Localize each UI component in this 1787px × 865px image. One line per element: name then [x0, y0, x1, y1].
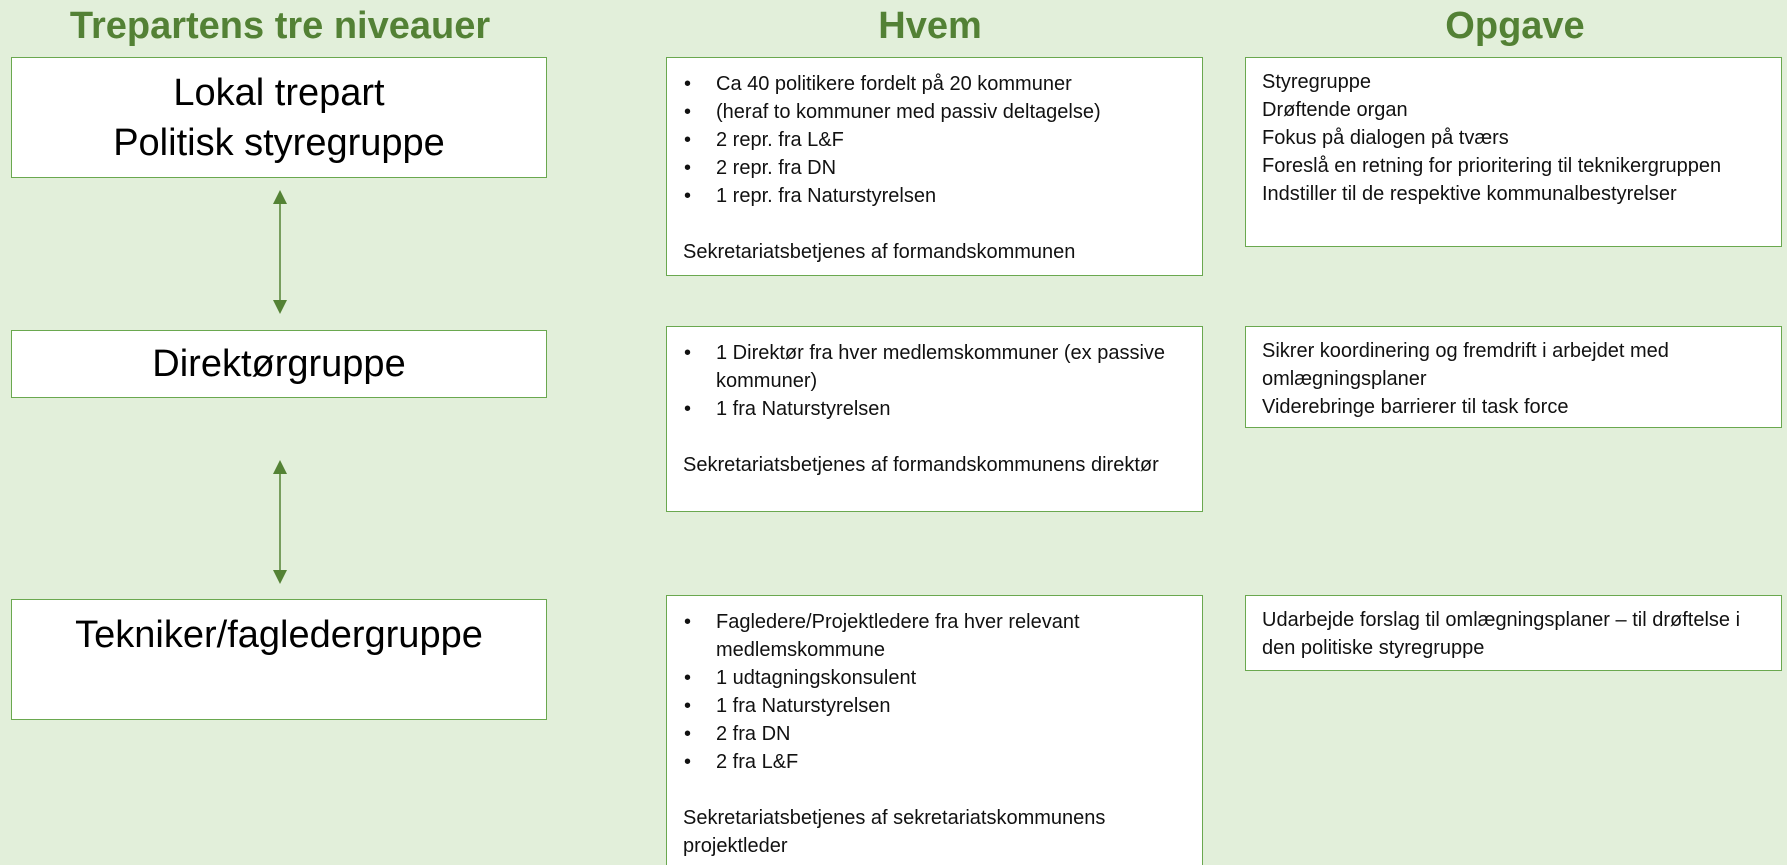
- list-item: • 2 fra DN: [683, 720, 1188, 748]
- secretariat-note: Sekretariatsbetjenes af formandskommunen: [683, 241, 1076, 263]
- level-tekniker-fagledergruppe: [11, 599, 547, 720]
- level-direktoergruppe: [11, 330, 547, 398]
- task-line: Viderebringe barrierer til task force: [1262, 396, 1569, 418]
- task-line: Fokus på dialogen på tværs: [1262, 127, 1509, 149]
- task-line: Sikrer koordinering og fremdrift i arbejdet med omlægningsplaner: [1262, 340, 1669, 390]
- level-title: Lokal trepart: [173, 72, 385, 114]
- double-arrow-icon: [264, 458, 296, 586]
- list-item: • 1 fra Naturstyrelsen: [683, 395, 1188, 423]
- level-subtitle: Politisk styregruppe: [113, 122, 445, 164]
- level-local-trepart: [11, 57, 547, 178]
- secretariat-note: Sekretariatsbetjenes af formandskommunens direktør: [683, 454, 1159, 476]
- task-box-local-trepart: [1245, 57, 1782, 247]
- task-line: Indstiller til de respektive kommunalbestyrelser: [1262, 183, 1677, 205]
- task-box-tekniker-fagledergruppe: [1245, 595, 1782, 671]
- list-item: • 2 fra L&F: [683, 748, 1188, 776]
- list-item: • Fagledere/Projektledere fra hver relevant medlemskommune: [683, 608, 1188, 664]
- double-arrow-icon: [264, 188, 296, 316]
- who-list: [683, 339, 1188, 423]
- list-item: • 2 repr. fra L&F: [683, 126, 1188, 154]
- task-line: Foreslå en retning for prioritering til teknikergruppen: [1262, 155, 1722, 177]
- header-task: Opgave: [1445, 5, 1585, 47]
- level-title: Tekniker/fagledergruppe: [75, 614, 483, 656]
- list-item: • 1 repr. fra Naturstyrelsen: [683, 182, 1188, 210]
- who-box-direktoergruppe: [666, 326, 1203, 512]
- list-item: • 2 repr. fra DN: [683, 154, 1188, 182]
- list-item: • Ca 40 politikere fordelt på 20 kommuner: [683, 70, 1188, 98]
- secretariat-note: Sekretariatsbetjenes af sekretariatskommunens projektleder: [683, 807, 1106, 857]
- list-item: • 1 fra Naturstyrelsen: [683, 692, 1188, 720]
- task-line: Udarbejde forslag til omlægningsplaner – til drøftelse i den politiske styregruppe: [1262, 609, 1741, 659]
- who-list: [683, 608, 1188, 776]
- header-levels: Trepartens tre niveauer: [69, 5, 491, 47]
- who-box-local-trepart: [666, 57, 1203, 276]
- task-box-direktoergruppe: [1245, 326, 1782, 428]
- list-item: • 1 udtagningskonsulent: [683, 664, 1188, 692]
- task-line: Styregruppe: [1262, 71, 1371, 93]
- level-title: Direktørgruppe: [152, 343, 406, 385]
- header-who: Hvem: [878, 5, 982, 47]
- list-item: • 1 Direktør fra hver medlemskommuner (ex passive kommuner): [683, 339, 1188, 395]
- who-box-tekniker-fagledergruppe: [666, 595, 1203, 865]
- who-list: [683, 70, 1188, 210]
- list-item: • (heraf to kommuner med passiv deltagelse): [683, 98, 1188, 126]
- task-line: Drøftende organ: [1262, 99, 1408, 121]
